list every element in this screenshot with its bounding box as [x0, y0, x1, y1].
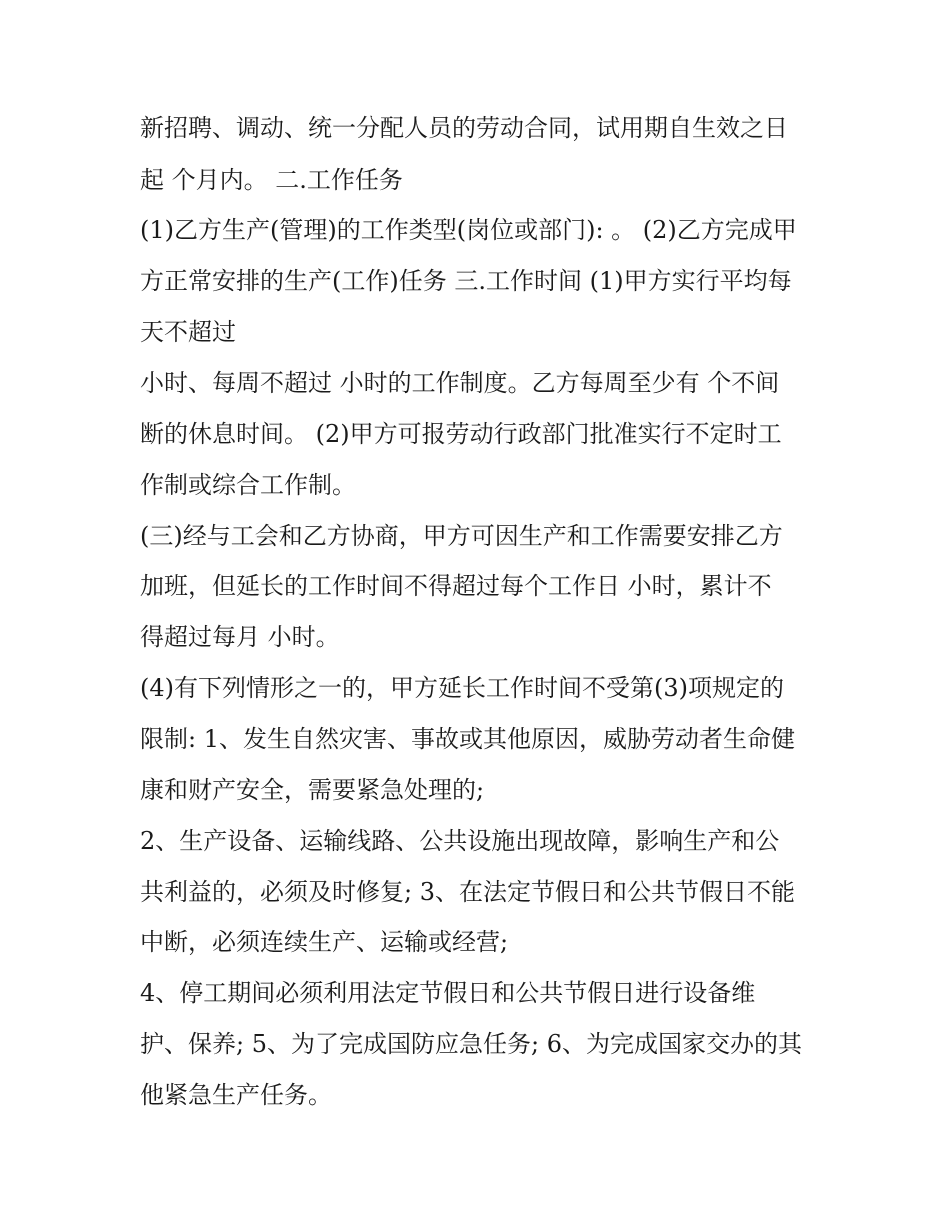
- text-line-18: 4、停工期间必须利用法定节假日和公共节假日进行设备维: [140, 979, 756, 1007]
- text-line-10: 加班，但延长的工作时间不得超过每个工作日 小时，累计不: [140, 572, 772, 600]
- text-line-6: 小时、每周不超过 小时的工作制度。乙方每周至少有 个不间: [140, 369, 780, 397]
- text-line-8: 作制或综合工作制。: [140, 471, 356, 499]
- text-line-9: (三)经与工会和乙方协商，甲方可因生产和工作需要安排乙方: [140, 522, 783, 550]
- text-line-2: 起 个月内。 二.工作任务: [140, 166, 403, 194]
- text-line-3: (1)乙方生产(管理)的工作类型(岗位或部门): 。 (2)乙方完成甲: [140, 216, 797, 244]
- text-line-19: 护、保养; 5、为了完成国防应急任务; 6、为完成国家交办的其: [140, 1030, 802, 1058]
- text-line-16: 共利益的，必须及时修复; 3、在法定节假日和公共节假日不能: [140, 878, 795, 906]
- text-line-14: 康和财产安全，需要紧急处理的;: [140, 776, 485, 804]
- text-line-4: 方正常安排的生产(工作)任务 三.工作时间 (1)甲方实行平均每: [140, 267, 792, 295]
- text-line-11: 得超过每月 小时。: [140, 623, 340, 651]
- text-line-13: 限制: 1、发生自然灾害、事故或其他原因，威胁劳动者生命健: [140, 725, 795, 753]
- text-line-12: (4)有下列情形之一的，甲方延长工作时间不受第(3)项规定的: [140, 674, 784, 702]
- text-line-5: 天不超过: [140, 318, 236, 346]
- text-line-7: 断的休息时间。 (2)甲方可报劳动行政部门批准实行不定时工: [140, 420, 782, 448]
- text-line-20: 他紧急生产任务。: [140, 1081, 332, 1109]
- text-line-1: 新招聘、调动、统一分配人员的劳动合同，试用期自生效之日: [140, 114, 788, 142]
- text-line-15: 2、生产设备、运输线路、公共设施出现故障，影响生产和公: [140, 827, 780, 855]
- text-line-17: 中断，必须连续生产、运输或经营;: [140, 928, 509, 956]
